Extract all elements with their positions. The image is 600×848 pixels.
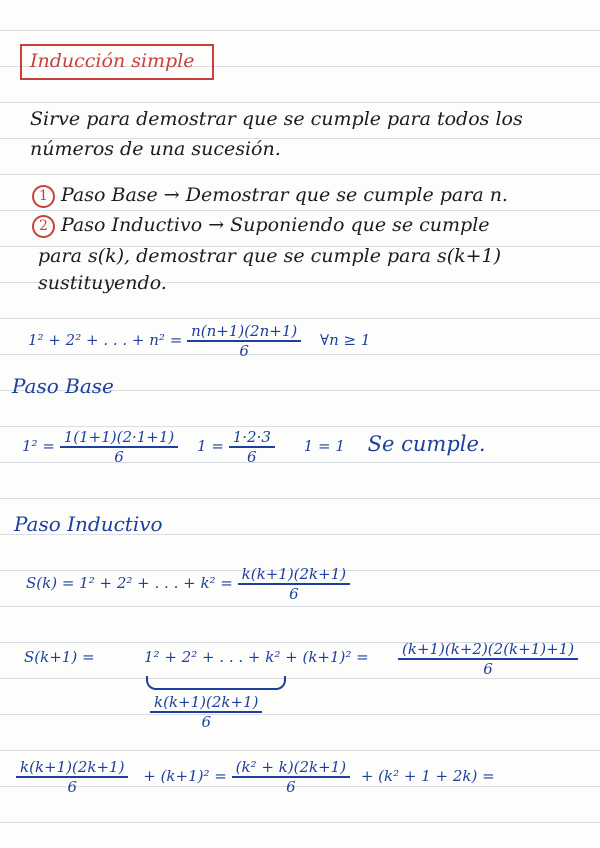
sk1-numerator: (k+1)(k+2)(2(k+1)+1): [402, 640, 575, 658]
intro-line-2: números de una sucesión.: [30, 138, 281, 160]
final-fraction-1: [16, 758, 128, 796]
sk1-lhs: S(k+1) =: [24, 648, 95, 666]
sk1-sum: 1² + 2² + . . . + k² + (k+1)² =: [144, 648, 369, 666]
final-fraction-2-denominator: 6: [232, 776, 350, 796]
final-fraction-1-denominator: 6: [16, 776, 128, 796]
paso-base-lhs: 1² =: [22, 437, 55, 455]
sk-equation: [26, 565, 350, 603]
sk-denominator: 6: [238, 583, 350, 603]
paso-base-eq: 1 = 1: [303, 437, 345, 455]
substitution-brace: [146, 676, 286, 690]
main-formula-fraction: [187, 322, 301, 360]
paso-inductivo-heading: Paso Inductivo: [14, 512, 163, 536]
step-2-line-3: sustituyendo.: [38, 272, 167, 294]
paso-base-fraction-1: [60, 428, 179, 466]
paso-base-fraction-1-denominator: 6: [60, 446, 179, 466]
paso-base-fraction-2: [229, 428, 275, 466]
step-2-line-2: para s(k), demostrar que se cumple para s(k+1): [38, 245, 502, 267]
sk1-fraction: [398, 640, 578, 678]
brace-numerator: k(k+1)(2k+1): [154, 693, 259, 711]
main-formula-lhs: 1² + 2² + . . . + n² =: [28, 331, 183, 349]
sk1-fraction-body: [398, 640, 578, 678]
step-2-line-1: Paso Inductivo → Suponiendo que se cumple: [61, 214, 490, 236]
main-formula-numerator: n(n+1)(2n+1): [191, 322, 298, 340]
sk-fraction: [238, 565, 350, 603]
final-fraction-1-numerator: k(k+1)(2k+1): [20, 758, 125, 776]
paso-base-equation: [22, 428, 486, 466]
final-plus: + (k+1)² =: [143, 767, 227, 785]
brace-denominator: 6: [150, 711, 262, 731]
sk-numerator: k(k+1)(2k+1): [241, 565, 347, 583]
step-1-text: Paso Base → Demostrar que se cumple para n.: [61, 184, 508, 206]
paso-base-fraction-2-numerator: 1·2·3: [232, 428, 271, 446]
step-2: [32, 214, 490, 238]
final-fraction-2-numerator: (k² + k)(2k+1): [235, 758, 347, 776]
intro-line-1: Sirve para demostrar que se cumple para todos los: [30, 108, 523, 130]
main-formula: [28, 322, 370, 360]
brace-fraction: [150, 693, 262, 731]
step-1: [32, 184, 508, 208]
sk-lhs: S(k) = 1² + 2² + . . . + k² =: [26, 574, 233, 592]
main-formula-condition: ∀n ≥ 1: [320, 331, 371, 349]
paso-base-heading: Paso Base: [12, 374, 114, 398]
paso-base-fraction-2-denominator: 6: [229, 446, 275, 466]
step-1-number: 1: [32, 185, 55, 208]
brace-substitution: [150, 693, 262, 731]
final-tail: + (k² + 1 + 2k) =: [360, 767, 495, 785]
step-2-number: 2: [32, 215, 55, 238]
main-formula-denominator: 6: [187, 340, 301, 360]
final-equation: [16, 758, 495, 796]
sk1-denominator: 6: [398, 658, 578, 678]
paso-base-fraction-1-numerator: 1(1+1)(2·1+1): [63, 428, 175, 446]
page-title: Inducción simple: [30, 50, 195, 72]
paso-base-mid: 1 =: [197, 437, 224, 455]
final-fraction-2: [232, 758, 350, 796]
paso-base-conclusion: Se cumple.: [367, 432, 486, 456]
